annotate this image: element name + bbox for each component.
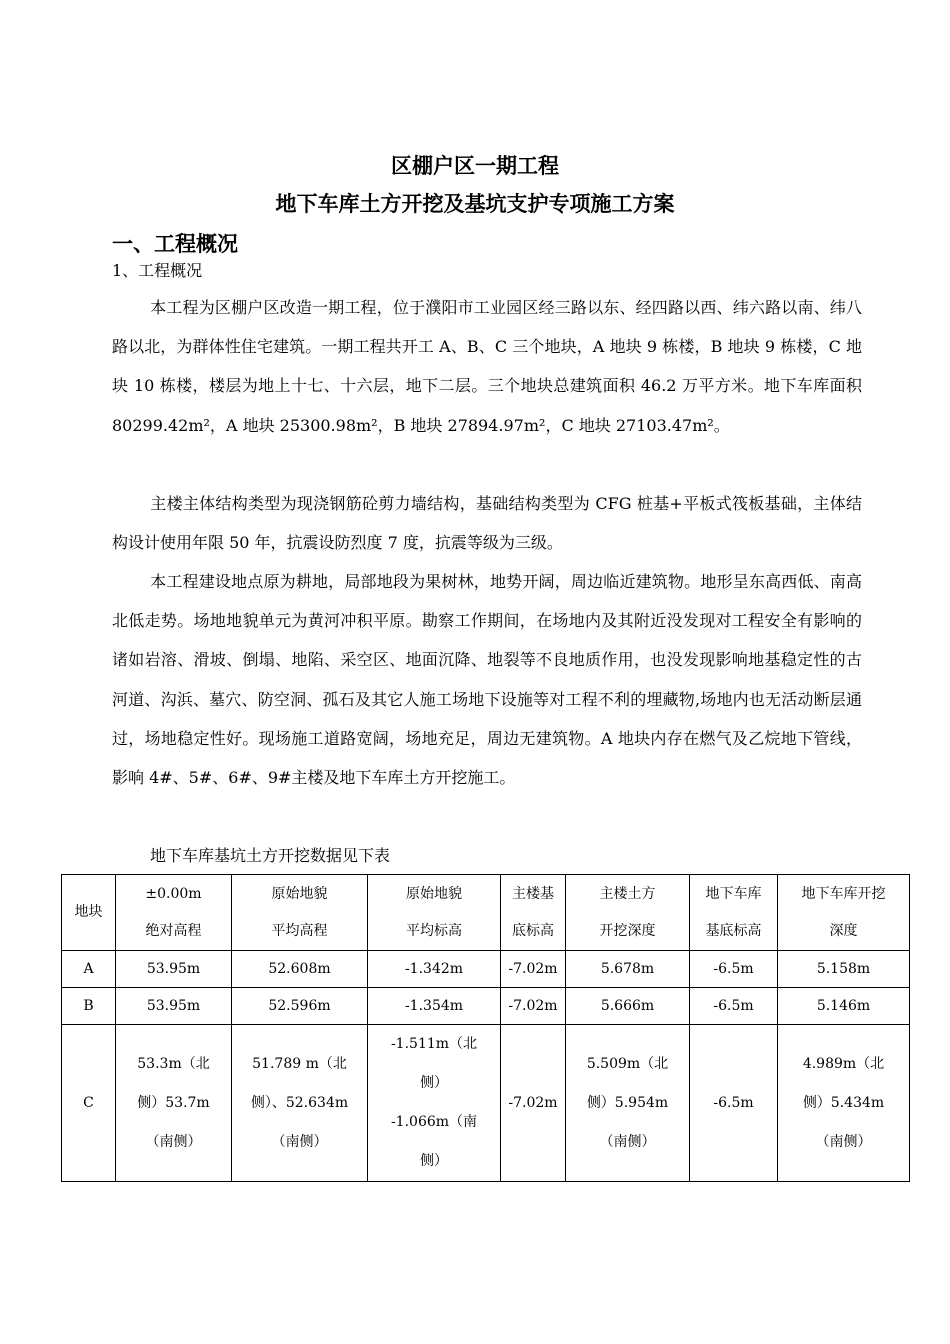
paragraph: [112, 484, 862, 562]
table-cell: B: [62, 988, 116, 1025]
table-header-row: [62, 875, 910, 951]
document-title-line2: 地下车库土方开挖及基坑支护专项施工方案: [275, 192, 675, 216]
header-cell: 主楼土方 开挖深度: [566, 875, 690, 951]
table-cell: -7.02m: [501, 988, 566, 1025]
table-cell: 53.3m（北 侧）53.7m （南侧）: [116, 1025, 232, 1182]
table-cell: A: [62, 951, 116, 988]
document-title-line1: 区棚户区一期工程: [391, 154, 559, 178]
table-cell: 5.158m: [778, 951, 910, 988]
table-cell: 53.95m: [116, 988, 232, 1025]
table-cell: -6.5m: [690, 951, 778, 988]
table-cell: 5.146m: [778, 988, 910, 1025]
table-cell: 4.989m（北 侧）5.434m （南侧）: [778, 1025, 910, 1182]
header-cell: 地下车库开挖 深度: [778, 875, 910, 951]
paragraph-text: 主楼主体结构类型为现浇钢筋砼剪力墙结构，基础结构类型为 CFG 桩基+平板式筏板基础，主体结构设计使用年限 50 年，抗震设防烈度 7 度，抗震等级为三级。: [112, 494, 862, 553]
table-cell: -1.342m: [368, 951, 501, 988]
table-cell: 52.608m: [232, 951, 368, 988]
table-cell: 52.596m: [232, 988, 368, 1025]
paragraph-text: 本工程建设地点原为耕地，局部地段为果树林，地势开阔，周边临近建筑物。地形呈东高西低、南高北低走势。场地地貌单元为黄河冲积平原。勘察工作期间，在场地内及其附近没发现对工程安全有影响的诸如岩溶、滑坡、倒塌、地陷、采空区、地面沉降、地裂等不良地质作用，也没发现影响地基稳定性的古河道、沟浜、墓穴、防空洞、孤石及其它人施工场地下设施等对工程不利的埋藏物,场地内也无活动断层通过，场地稳定性好。现场施工道路宽阔，场地充足，周边无建筑物。A 地块内存在燃气及乙烷地下管线，影响 4#、5#、6#、9#主楼及地下车库土方开挖施工。: [112, 572, 862, 788]
paragraph: [112, 562, 862, 797]
header-cell: 原始地貌 平均高程: [232, 875, 368, 951]
section-heading: 一、工程概况: [112, 232, 238, 256]
table-cell: 51.789 m（北 侧）、52.634m （南侧）: [232, 1025, 368, 1182]
excavation-data-table: [61, 874, 910, 1182]
header-cell: 地下车库 基底标高: [690, 875, 778, 951]
header-cell: 主楼基 底标高: [501, 875, 566, 951]
table-row: [62, 951, 910, 988]
table-cell: 53.95m: [116, 951, 232, 988]
paragraph: [112, 288, 862, 445]
table-cell: -7.02m: [501, 951, 566, 988]
header-cell: ±0.00m 绝对高程: [116, 875, 232, 951]
table-cell: C: [62, 1025, 116, 1182]
table-cell: -6.5m: [690, 1025, 778, 1182]
table-caption: 地下车库基坑土方开挖数据见下表: [150, 846, 391, 865]
header-cell: 原始地貌 平均标高: [368, 875, 501, 951]
table-cell: 5.678m: [566, 951, 690, 988]
table-cell: -1.511m（北 侧） -1.066m（南 侧）: [368, 1025, 501, 1182]
table-cell: -7.02m: [501, 1025, 566, 1182]
table-cell: 5.666m: [566, 988, 690, 1025]
table-row: [62, 1025, 910, 1182]
table-cell: -1.354m: [368, 988, 501, 1025]
table-cell: 5.509m（北 侧）5.954m （南侧）: [566, 1025, 690, 1182]
header-cell: 地块: [62, 875, 116, 951]
subsection-heading: 1、工程概况: [112, 261, 203, 280]
table-cell: -6.5m: [690, 988, 778, 1025]
table-row: [62, 988, 910, 1025]
paragraph-text: 本工程为区棚户区改造一期工程，位于濮阳市工业园区经三路以东、经四路以西、纬六路以南、纬八路以北，为群体性住宅建筑。一期工程共开工 A、B、C 三个地块，A 地块 9 栋楼，B 地块 9 栋楼，C 地块 10 栋楼，楼层为地上十七、十六层，地下二层。三个地块总建筑面积 46.2 万平方米。地下车库面积 80299.42m²，A 地块 25300.98m²，B 地块 27894.97m²，C 地块 27103.47m²。: [112, 298, 862, 435]
